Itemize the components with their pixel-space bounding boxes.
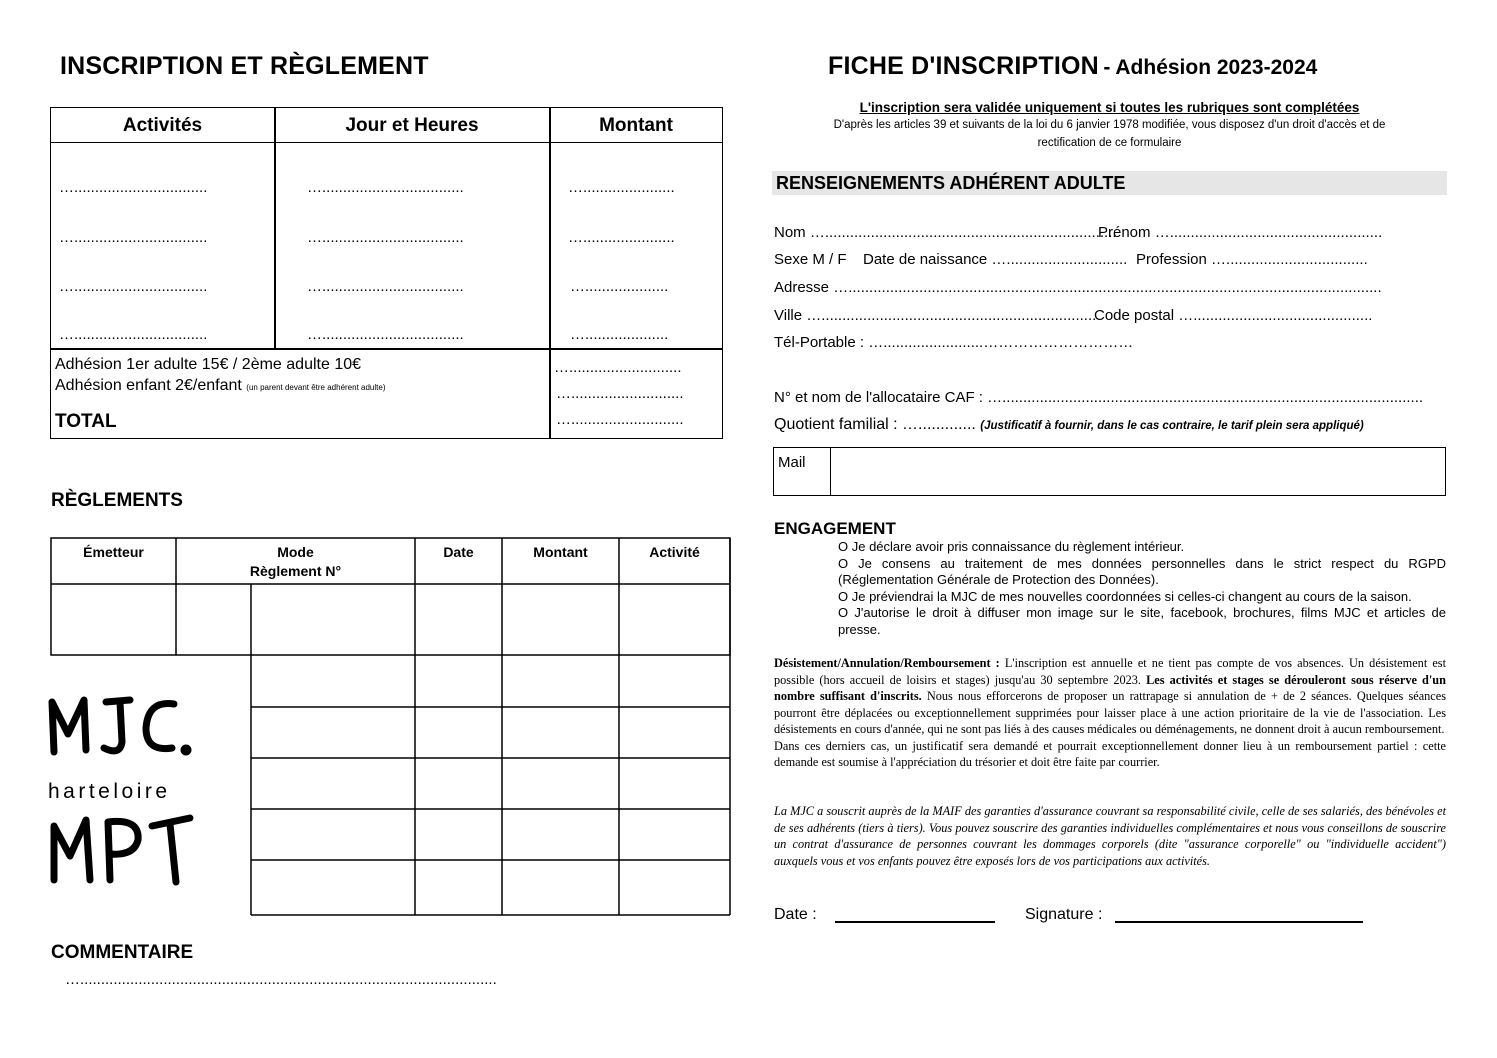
- reglements-title: RÈGLEMENTS: [51, 490, 183, 511]
- activite-dots-4[interactable]: …................................: [59, 326, 208, 343]
- activite-dots-3[interactable]: …................................: [59, 278, 208, 295]
- adhesion-enfant: Adhésion enfant 2€/enfant: [55, 377, 242, 394]
- total-dots[interactable]: …...........................: [556, 411, 684, 428]
- caf-field[interactable]: N° et nom de l'allocataire CAF : ….....................................................................................................: [774, 389, 1424, 406]
- quotient-field[interactable]: Quotient familial : ….............: [774, 416, 976, 433]
- engagement-list: [838, 539, 1446, 638]
- jour-dots-3[interactable]: …..................................: [307, 278, 464, 295]
- jour-dots-1[interactable]: …..................................: [307, 179, 464, 196]
- jour-dots-2[interactable]: …..................................: [307, 229, 464, 246]
- code-postal-field[interactable]: Code postal …...........................................: [1094, 307, 1373, 324]
- section-title: RENSEIGNEMENTS ADHÉRENT ADULTE: [776, 173, 1126, 193]
- notice-line2: D'après les articles 39 et suivants de la loi du 6 janvier 1978 modifiée, vous disposez d'un droit d'accès et de: [833, 119, 1386, 131]
- mjc-logo-graphic: [44, 690, 204, 890]
- profession-field[interactable]: Profession …..................................: [1136, 251, 1368, 268]
- adhesion-adulte-dots[interactable]: …...........................: [554, 359, 682, 376]
- header-jour-heures: Jour et Heures: [345, 115, 479, 136]
- commentaire-title: COMMENTAIRE: [51, 942, 194, 963]
- signature-label: Signature :: [1025, 906, 1103, 923]
- header-reglement-no: Règlement N°: [249, 563, 342, 579]
- signature-line[interactable]: [1115, 921, 1363, 923]
- desistement-bold: Désistement/Annulation/Remboursement :: [774, 656, 1000, 670]
- checkbox-reglement[interactable]: O Je déclare avoir pris connaissance du règlement intérieur.: [838, 539, 1185, 554]
- section-header-bar: [772, 171, 1447, 195]
- quotient-note: (Justificatif à fournir, dans le cas contraire, le tarif plein sera appliqué): [980, 420, 1364, 432]
- desistement-bold2: Les activités et stages se dérouleront sous réserve d'un nombre suffisant d'inscrits.: [774, 672, 1446, 703]
- fiche-subtitle: - Adhésion 2023-2024: [1103, 56, 1318, 79]
- notice-underlined: L'inscription sera validée uniquement si toutes les rubriques sont complétées: [859, 100, 1360, 115]
- total-label: TOTAL: [55, 411, 117, 432]
- adhesion-adulte: Adhésion 1er adulte 15€ / 2ème adulte 10€: [55, 356, 362, 373]
- adresse-field[interactable]: Adresse …................................................................................................................................: [774, 279, 1382, 296]
- header-activite: Activité: [649, 544, 700, 560]
- montant-dots-3[interactable]: …....................: [570, 278, 669, 295]
- ville-field[interactable]: Ville …..................................................................: [774, 307, 1097, 324]
- left-title: INSCRIPTION ET RÈGLEMENT: [60, 52, 429, 80]
- checkbox-coordonnees[interactable]: O Je préviendrai la MJC de mes nouvelles coordonnées si celles-ci changent au cours de la saison.: [838, 588, 1412, 604]
- mail-box: [773, 447, 1446, 496]
- tel-field[interactable]: Tél-Portable : …........................…………………………: [774, 334, 1134, 351]
- header-mode: Mode: [277, 544, 314, 560]
- checkbox-rgpd[interactable]: O Je consens au traitement de mes données personnelles dans le strict respect du RGPD (Réglementation Générale de Protection des Données).: [838, 555, 1446, 587]
- date-line[interactable]: [835, 921, 995, 923]
- fiche-title: FICHE D'INSCRIPTION: [828, 52, 1099, 80]
- prenom-field[interactable]: Prénom …...................................................: [1098, 224, 1383, 241]
- date-label: Date :: [774, 906, 817, 923]
- montant-dots-1[interactable]: …......................: [568, 179, 675, 196]
- engagement-title: ENGAGEMENT: [774, 519, 896, 538]
- adhesion-enfant-note: (un parent devant être adhérent adulte): [246, 383, 386, 392]
- logo-harteloire-text: harteloire: [48, 780, 171, 803]
- activite-dots-1[interactable]: …................................: [59, 179, 208, 196]
- sexe-field[interactable]: Sexe M / F: [774, 251, 847, 268]
- desistement-text1: L'inscription est annuelle et ne tient pas compte de vos absences. Un désistement est possible (hors accueil de loisirs et stages) jusqu'au 30 septembre 2023.: [774, 656, 1446, 687]
- header-activites: Activités: [122, 115, 203, 136]
- desistement-text2: Nous nous efforcerons de proposer un rattrapage si annulation de + de 2 séances. Quelques séances pourront être déplacées ou exceptionnellement supprimées pour laisser place à une action prioritaire de la vie de l'association. Les désistements en cours d'année, qui ne sont pas liés à des causes médicales ou déménagements, ne donnent droit à aucun remboursement.: [774, 689, 1446, 736]
- activite-dots-2[interactable]: …................................: [59, 229, 208, 246]
- header-emetteur: Émetteur: [83, 544, 144, 560]
- notice-line3: rectification de ce formulaire: [1037, 137, 1182, 149]
- nom-field[interactable]: Nom …......................................................................: [774, 224, 1117, 241]
- mjc-logo: [44, 690, 204, 890]
- mail-label: Mail: [778, 454, 806, 471]
- header-montant-reglement: Montant: [533, 544, 588, 560]
- commentaire-dots[interactable]: …....................................................................................................: [65, 971, 497, 988]
- desistement-text3: Dans ces derniers cas, un justificatif sera demandé et pourrait exceptionnellement donner lieu à un remboursement partiel : cette demande est soumise à l'appréciation du trésorier et doit être faite par courrier.: [774, 738, 1446, 769]
- mail-input[interactable]: [832, 448, 1445, 495]
- naissance-field[interactable]: Date de naissance ….............................: [863, 251, 1128, 268]
- montant-dots-4[interactable]: …....................: [570, 326, 669, 343]
- right-title: [828, 52, 1317, 81]
- insurance-paragraph: La MJC a souscrit auprès de la MAIF des garanties d'assurance couvrant sa responsabilité civile, celle de ses salariés, des bénévoles et de ses adhérents (tiers à tiers). Vous pouvez souscrire des garanties individuelles complémentaires et nous vous conseillons de souscrire un contrat d'assurance de personnes couvrant les dommages corporels (dite "assurance corporelle" ou "individuelle accident") auxquels vous et vos enfants pouvez être exposés lors de vos participations aux activités.: [774, 804, 1446, 868]
- quotient-row: [774, 416, 1364, 434]
- adhesion-enfant-dots[interactable]: …...........................: [556, 385, 684, 402]
- header-date: Date: [443, 544, 474, 560]
- desistement-paragraph: [774, 655, 1446, 771]
- header-montant: Montant: [599, 115, 673, 136]
- checkbox-droit-image[interactable]: O J'autorise le droit à diffuser mon image sur le site, facebook, brochures, films MJC et articles de presse.: [838, 605, 1446, 637]
- jour-dots-4[interactable]: …..................................: [307, 326, 464, 343]
- montant-dots-2[interactable]: …......................: [568, 229, 675, 246]
